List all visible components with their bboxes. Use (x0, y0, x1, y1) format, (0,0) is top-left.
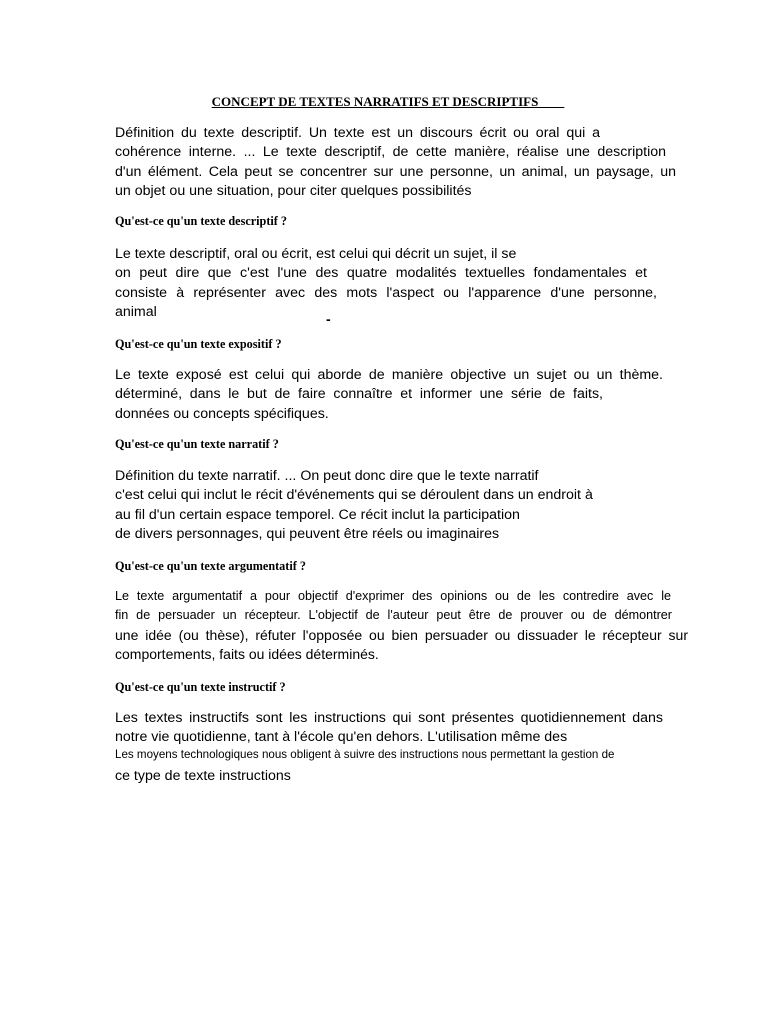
intro-paragraph (115, 124, 676, 202)
paragraph-line: Définition du texte descriptif. Un texte est un discours écrit ou oral qui a (115, 125, 600, 141)
document-title: CONCEPT DE TEXTES NARRATIFS ET DESCRIPTIFS (211, 94, 565, 109)
paragraph-line: cohérence interne. ... Le texte descriptif, de cette manière, réalise une description (115, 144, 666, 161)
paragraph-line: Les moyens technologiques nous obligent à suivre des instructions nous permettant la gestion de (115, 748, 615, 762)
paragraph-line: au fil d'un certain espace temporel. Ce récit inclut la participation (115, 506, 520, 523)
section-heading-expositif: Qu'est-ce qu'un texte expositif ? (115, 337, 282, 351)
paragraph-line: Les textes instructifs sont les instructions qui sont présentes quotidiennement dans (115, 710, 663, 726)
section-paragraph-descriptif (115, 245, 657, 323)
paragraph-line: un objet ou une situation, pour citer quelques possibilités (115, 183, 472, 200)
paragraph-line: c'est celui qui inclut le récit d'événements qui se déroulent dans un endroit à (115, 487, 593, 504)
section-paragraph-instructif (115, 709, 666, 787)
section-heading-argumentatif: Qu'est-ce qu'un texte argumentatif ? (115, 559, 306, 573)
stray-dash-mark: - (326, 311, 331, 327)
section-heading-descriptif: Qu'est-ce qu'un texte descriptif ? (115, 214, 287, 228)
paragraph-line: consiste à représenter avec des mots l'aspect ou l'apparence d'une personne, (115, 284, 657, 301)
paragraph-line: Le texte exposé est celui qui aborde de manière objective un sujet ou un thème. (115, 367, 663, 383)
section-paragraph-argumentatif (115, 587, 688, 665)
paragraph-line: fin de persuader un récepteur. L'objectif de l'auteur peut être de prouver ou de démontrer (115, 608, 672, 623)
paragraph-line: une idée (ou thèse), réfuter l'opposée ou bien persuader ou dissuader le récepteur sur (115, 626, 688, 643)
paragraph-line: on peut dire que c'est l'une des quatre modalités textuelles fondamentales et (115, 265, 647, 282)
paragraph-line: d'un élément. Cela peut se concentrer sur une personne, un animal, un paysage, un (115, 163, 676, 180)
paragraph-line: animal (115, 304, 157, 321)
paragraph-line: ce type de texte instructions (115, 768, 291, 785)
section-paragraph-expositif (115, 366, 663, 424)
paragraph-line: notre vie quotidienne, tant à l'école qu'en dehors. L'utilisation même des (115, 729, 568, 746)
paragraph-line: Le texte descriptif, oral ou écrit, est celui qui décrit un sujet, il se (115, 246, 517, 262)
paragraph-line: comportements, faits ou idées déterminés. (115, 646, 379, 663)
paragraph-line: données ou concepts spécifiques. (115, 405, 329, 422)
paragraph-line: déterminé, dans le but de faire connaître et informer une série de faits, (115, 386, 603, 403)
paragraph-line: Le texte argumentatif a pour objectif d'exprimer des opinions ou de les contredire avec le (115, 589, 671, 603)
section-heading-narratif: Qu'est-ce qu'un texte narratif ? (115, 437, 279, 451)
paragraph-line: Définition du texte narratif. ... On peut donc dire que le texte narratif (115, 468, 539, 484)
section-paragraph-narratif (115, 467, 625, 545)
paragraph-line: de divers personnages, qui peuvent être réels ou imaginaires (115, 526, 500, 543)
section-heading-instructif: Qu'est-ce qu'un texte instructif ? (115, 680, 286, 694)
